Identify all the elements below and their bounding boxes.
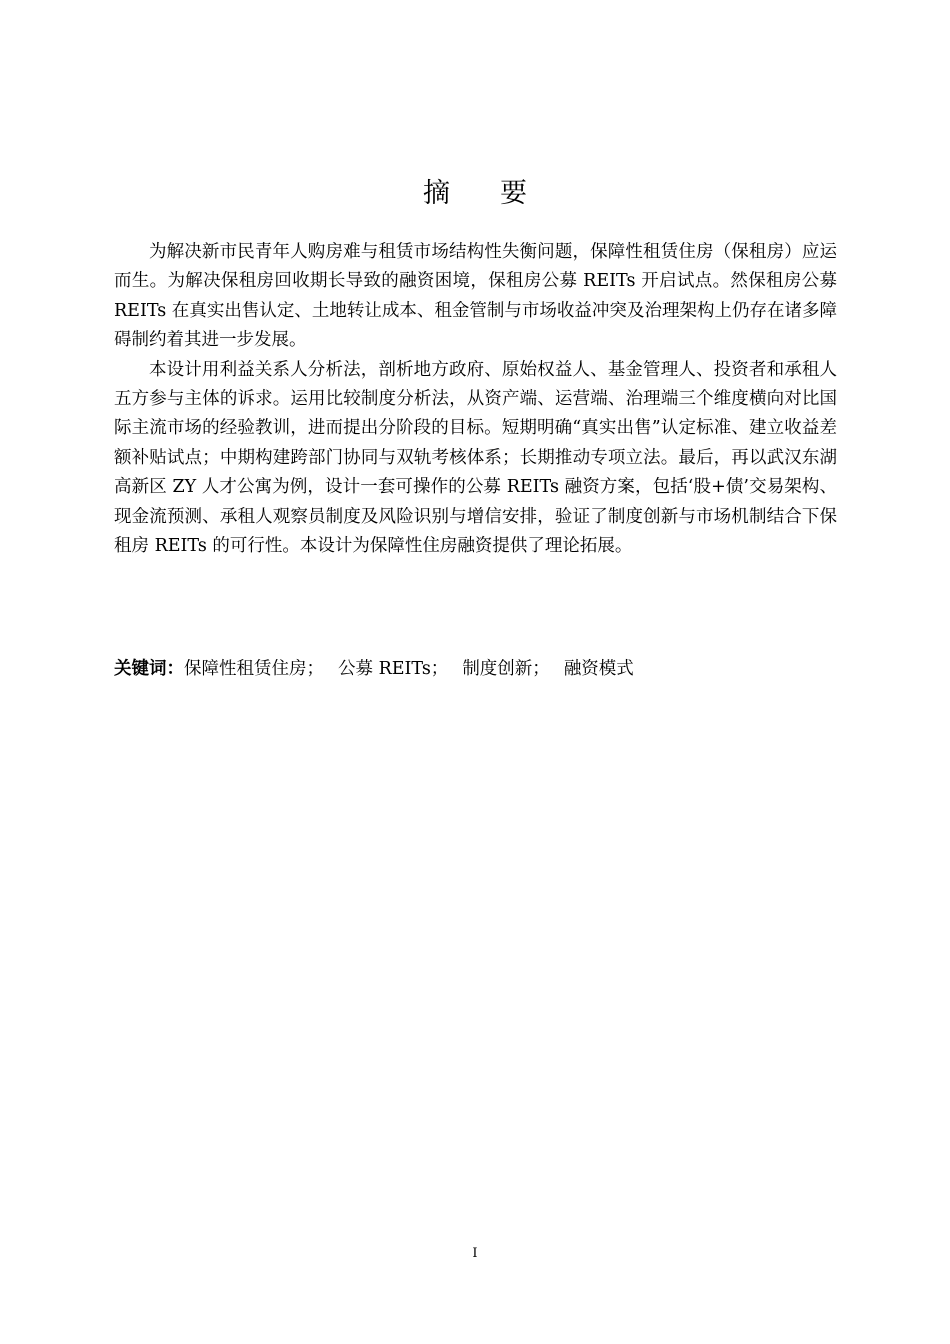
keywords-label: 关键词： — [114, 659, 184, 679]
abstract-paragraph-2: 本设计用利益关系人分析法，剖析地方政府、原始权益人、基金管理人、投资者和承租人五方参与主体的诉求。运用比较制度分析法，从资产端、运营端、治理端三个维度横向对比国际主流市场的经验教训，进而提出分阶段的目标。短期明确“真实出售”认定标准、建立收益差额补贴试点；中期构建跨部门协同与双轨考核体系；长期推动专项立法。最后，再以武汉东湖高新区 ZY 人才公寓为例，设计一套可操作的公募 REITs 融资方案，包括‘股+债’交易架构、现金流预测、承租人观察员制度及风险识别与增信安排，验证了制度创新与市场机制结合下保租房 REITs 的可行性。本设计为保障性住房融资提供了理论拓展。 — [114, 359, 837, 557]
abstract-title — [0, 174, 950, 214]
abstract-paragraph-1: 为解决新市民青年人购房难与租赁市场结构性失衡问题，保障性租赁住房（保租房）应运而生。为解决保租房回收期长导致的融资困境，保租房公募 REITs 开启试点。然保租房公募 REITs 在真实出售认定、土地转让成本、租金管制与市场收益冲突及治理架构上仍存在诸多障碍制约着其进一步发展。 — [114, 242, 837, 351]
abstract-title-char-2: 要 — [500, 178, 527, 209]
keyword-item: 公募 REITs； — [338, 659, 449, 679]
page-number: I — [472, 1246, 478, 1261]
abstract-title-char-1: 摘 — [423, 178, 450, 209]
abstract-body — [114, 238, 837, 561]
keyword-item: 保障性租赁住房； — [184, 659, 324, 679]
keywords-line — [114, 654, 837, 684]
keyword-item: 融资模式 — [563, 659, 634, 679]
keyword-item: 制度创新； — [462, 659, 550, 679]
